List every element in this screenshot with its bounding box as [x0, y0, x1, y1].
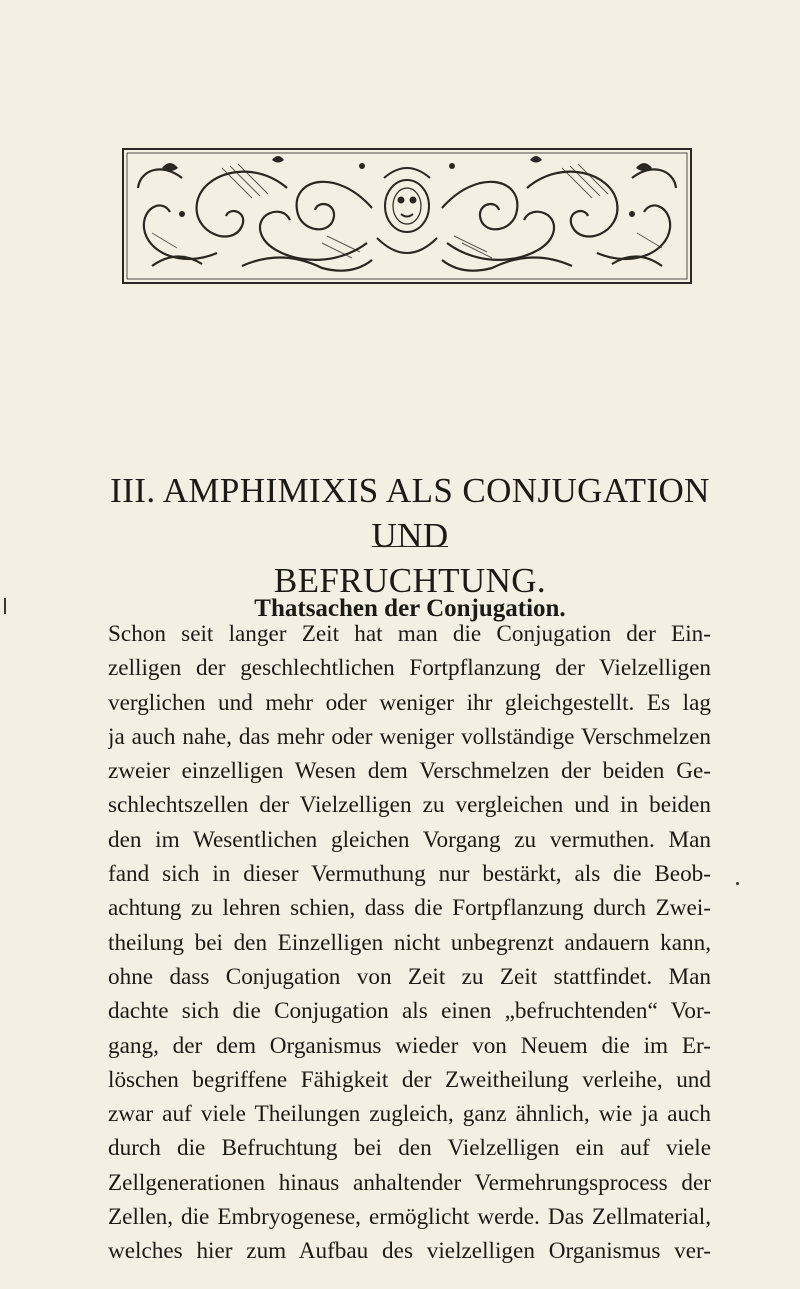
text-line: durch die Befruchtung bei den Vielzelligen ein auf viele [108, 1135, 711, 1162]
margin-speck [4, 598, 6, 614]
text-line: Zellen, die Embryogenese, ermöglicht werde. Das Zellmaterial, [108, 1204, 711, 1231]
chapter-title-line-2: BEFRUCHTUNG. [273, 561, 547, 601]
body-paragraph [108, 617, 711, 1269]
text-line: fand sich in dieser Vermuthung nur bestärkt, als die Beob- [108, 861, 711, 888]
text-line: schlechtszellen der Vielzelligen zu vergleichen und in beiden [108, 792, 711, 819]
text-line: Schon seit langer Zeit hat man die Conjugation der Ein- [108, 621, 711, 647]
ornamental-headpiece-icon [122, 148, 692, 284]
text-line: den im Wesentlichen gleichen Vorgang zu vermuthen. Man [108, 826, 711, 853]
ornamental-headpiece [122, 148, 692, 284]
text-line: ohne dass Conjugation von Zeit zu Zeit stattfindet. Man [108, 963, 711, 990]
text-line: dachte sich die Conjugation als einen „befruchtenden“ Vor- [108, 998, 711, 1025]
text-line: achtung zu lehren schien, dass die Fortpflanzung durch Zwei- [108, 895, 711, 922]
title-divider-rule [372, 546, 448, 547]
chapter-title-line-1: III. AMPHIMIXIS ALS CONJUGATION UND [110, 471, 710, 556]
text-line: zelligen der geschlechtlichen Fortpflanzung der Vielzelligen [108, 655, 711, 682]
text-line: zwar auf viele Theilungen zugleich, ganz ähnlich, wie ja auch [108, 1101, 711, 1128]
text-line: löschen begriffene Fähigkeit der Zweitheilung verleihe, und [108, 1066, 711, 1093]
text-line: welches hier zum Aufbau des vielzelligen Organismus ver- [108, 1238, 711, 1265]
margin-speck [736, 882, 739, 885]
text-line: zweier einzelligen Wesen dem Verschmelzen der beiden Ge- [108, 758, 711, 785]
text-line: Zellgenerationen hinaus anhaltender Vermehrungsprocess der [108, 1169, 711, 1196]
section-heading: Thatsachen der Conjugation. [254, 594, 566, 622]
text-line: theilung bei den Einzelligen nicht unbegrenzt andauern kann, [108, 929, 711, 956]
text-line: ja auch nahe, das mehr oder weniger vollständige Verschmelzen [108, 723, 711, 750]
chapter-title [100, 468, 720, 603]
text-line: verglichen und mehr oder weniger ihr gleichgestellt. Es lag [108, 689, 711, 716]
text-line: gang, der dem Organismus wieder von Neuem die im Er- [108, 1032, 711, 1059]
